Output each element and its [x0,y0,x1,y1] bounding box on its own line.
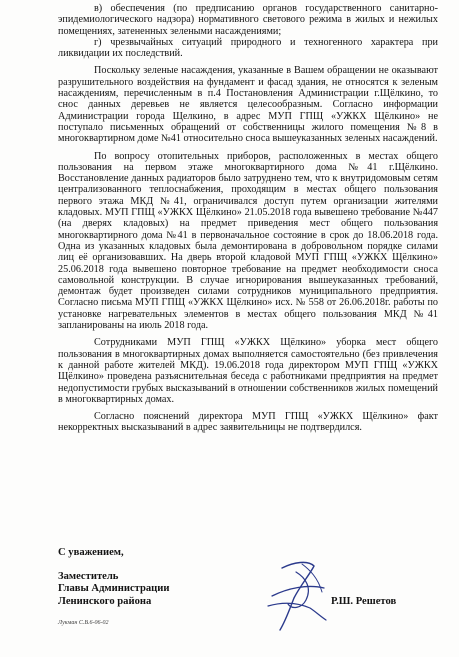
handwritten-signature [262,558,334,636]
signatory-title [58,571,170,608]
executor-note: Лукман С.В.6-06-02 [58,620,109,626]
signatory-name: Р.Ш. Решетов [331,596,397,607]
letter-body [58,3,438,434]
paragraph-cleaning: Сотрудниками МУП ГПЩ «УЖКХ Щёлкино» уборка мест общего пользования в многоквартирных домах выполняется самостоятельно (без привлечения к данной работе жителей МКД). 19.06.2018 года директором МУП ГПЩ «УЖКХ Щёлкино» проведена разъяснительная беседа с работниками предприятия на предмет недопустимости грубых высказываний в отношении собственников жилых помещений в многоквартирных домах. [58,337,438,405]
signatory-title-line: Заместитель [58,571,119,582]
closing-greeting: С уважением, [58,547,124,558]
paragraph-light-regime: в) обеспечения (по предписанию органов государственного санитарно-эпидемиологического надзора) нормативного светового режима в жилых и нежилых помещениях, затененных зелеными насаждениями; [58,3,438,37]
paragraph-heating: По вопросу отопительных приборов, расположенных в местах общего пользования на первом этаже многоквартирного дома №41 г.Щёлкино. Восстановление данных радиаторов было затруднено тем, что к внутридомовым сетям централизованного теплоснабжения, проходящим в местах общего пользования первого этажа МКД №41, ограничивался доступ путем организации жителями кладовых. МУП ГПЩ «УЖКХ Щёлкино» 21.05.2018 года вывешено требование №447 (на дверях кладовых) на предмет приведения мест общего пользования многоквартирного дома №41 в первоначальное состояние в срок до 18.06.2018 года. Одна из указанных кладовых была демонтирована в добровольном порядке силами лиц её организовавших. На дверь второй кладовой МУП ГПЩ «УЖКХ Щёлкино» 25.06.2018 года вывешено повторное требование на предмет необходимости сноса самовольной конструкции. В случае игнорирования вышеуказанных требований, демонтаж будет произведен силами сотрудников муниципального предприятия. Согласно письма МУП ГПЩ «УЖКХ Щёлкино» исх. № 558 от 26.06.2018г. работы по установке нагревательных элементов в местах общего пользования МКД №41 запланированы на июль 2018 года. [58,150,438,332]
paragraph-emergencies: г) чрезвычайных ситуаций природного и техногенного характера при ликвидации их последствий. [58,36,438,60]
signatory-title-line: Главы Администрации [58,583,170,595]
paragraph-conclusion: Согласно пояснений директора МУП ГПЩ «УЖКХ Щёлкино» факт некорректных высказываний в адрес заявительницы не подтвердился. [58,411,438,434]
signatory-title-line: Ленинского района [58,595,152,607]
paragraph-green-spaces: Поскольку зеленые насаждения, указанные в Вашем обращении не оказывают разрушительного воздействия на фундамент и фасад здания, не относятся к зеленым насаждениям, перечисленным в п.4 Постановления Администрации г.Щёлкино, то снос данных деревьев не является целесообразным. Согласно информации Администрации города Щелкино, в адрес МУП ГПЩ «УЖКХ Щёлкино» не поступало письменных обращений от собственницы жилого помещения №8 в многоквартирном доме №41 относительно сноса вышеуказанных зеленых насаждений. [58,65,438,145]
